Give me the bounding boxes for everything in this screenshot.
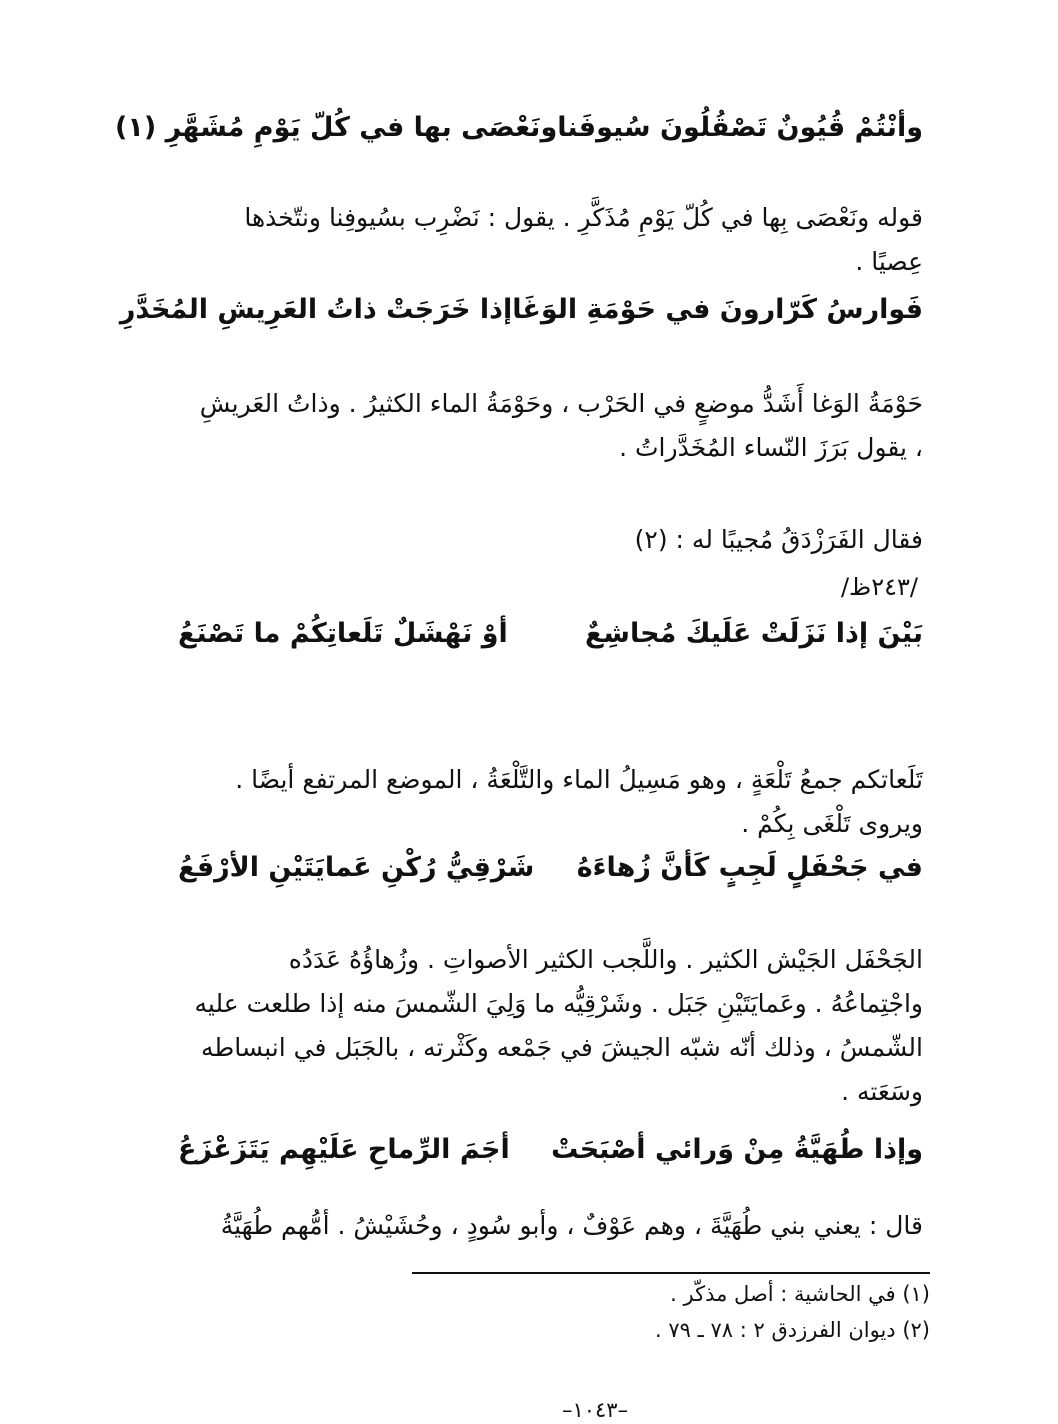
verse-line-4	[178, 848, 923, 888]
verse-2-second-hemistich: إذا خَرَجَتْ ذاتُ العَرِيشِ المُخَدَّرِ	[119, 294, 513, 325]
verse-line-3	[178, 614, 923, 654]
commentary-4-line-1: الجَحْفَل الجَيْش الكثير . واللَّجب الكثير الأصواتِ . وزُهاؤُهُ عَدَدُه	[288, 945, 923, 974]
verse-5-second-hemistich: أجَمَ الرِّماحِ عَلَيْهِم يَتَزَعْزَعُ	[178, 1134, 510, 1165]
verse-line-1	[115, 108, 923, 148]
commentary-3-line-2: ويروى تَلْغَى بِكُمْ .	[741, 809, 923, 838]
verse-4-first-hemistich: في جَحْفَلٍ لَجِبٍ كَأنَّ زُهاءَهُ	[576, 852, 923, 883]
commentary-3-line-1: تَلَعاتكم جمعُ تَلْعَةٍ ، وهو مَسِيلُ الماء والتَّلْعَةُ ، الموضع المرتفع أيضًا .	[235, 765, 923, 794]
page-number: –١٠٤٣–	[561, 1398, 629, 1422]
verse-2-first-hemistich: فَوارسُ كَرّارونَ في حَوْمَةِ الوَغَا	[512, 294, 923, 325]
verse-line-5	[178, 1130, 923, 1170]
verse-1-second-hemistich: ونَعْصَى بها في كُلّ يَوْمِ مُشَهَّرِ (١)	[115, 112, 558, 143]
verse-3-second-hemistich: أوْ نَهْشَلٌ تَلَعاتِكُمْ ما تَصْنَعُ	[178, 618, 508, 649]
footnote-divider	[412, 1272, 930, 1274]
verse-line-2	[119, 290, 923, 330]
verse-5-first-hemistich: وإذا طُهَيَّةُ مِنْ وَرائي أصْبَحَتْ	[551, 1134, 923, 1165]
commentary-1-line-2: عِصيًا .	[855, 247, 923, 276]
footnote-1: (١) في الحاشية : أصل مذكّر .	[670, 1282, 930, 1306]
verse-3-first-hemistich: بَيْنَ إذا نَزَلَتْ عَلَيكَ مُجاشِعٌ	[584, 618, 923, 649]
commentary-2-line-2: ، يقول بَرَزَ النّساء المُخَدَّراتُ .	[619, 433, 923, 462]
intro-text: فقال الفَرَزْدَقُ مُجيبًا له : (٢)	[634, 525, 923, 554]
commentary-4-line-4: وسَعَته .	[841, 1077, 923, 1106]
commentary-paragraph-2	[178, 382, 923, 470]
footnote-2: (٢) ديوان الفرزدق ٢ : ٧٨ ـ ٧٩ .	[655, 1318, 930, 1342]
commentary-paragraph-4	[178, 938, 923, 1114]
commentary-paragraph-3	[178, 758, 923, 846]
verse-1-first-hemistich: وأنْتُمْ قُيُونٌ تَصْقُلُونَ سُيوفَنا	[557, 112, 923, 143]
commentary-5-line-1: قال : يعني بني طُهَيَّةَ ، وهم عَوْفٌ ، وأبو سُودٍ ، وحُشَيْشُ . أمُّهم طُهَيَّةُ	[220, 1211, 923, 1240]
commentary-paragraph-1	[178, 196, 923, 284]
verse-4-second-hemistich: شَرْقِيُّ رُكْنِ عَمايَتَيْنِ الأرْفَعُ	[178, 852, 535, 883]
commentary-4-line-3: الشّمسُ ، وذلك أنّه شبّه الجيشَ في جَمْعه وكَثْرته ، بالجَبَل في انبساطه	[201, 1033, 923, 1062]
commentary-paragraph-5	[178, 1204, 923, 1248]
intro-line	[178, 518, 923, 562]
commentary-2-line-1: حَوْمَةُ الوَغا أَشَدُّ موضعٍ في الحَرْب ، وحَوْمَةُ الماء الكثيرُ . وذاتُ العَريشِ	[199, 389, 923, 418]
folio-marker: /٢٤٣ظ/	[840, 573, 918, 601]
commentary-1-line-1: قوله ونَعْصَى بِها في كُلّ يَوْمِ مُذَكَّرِ . يقول : نَضْرِب بسُيوفِنا ونتّخذها	[244, 203, 923, 232]
commentary-4-line-2: واجْتِماعُهُ . وعَمايَتَيْنِ جَبَل . وشَرْقِيُّه ما وَلِيَ الشّمسَ منه إذا طلعت عليه	[194, 989, 923, 1018]
